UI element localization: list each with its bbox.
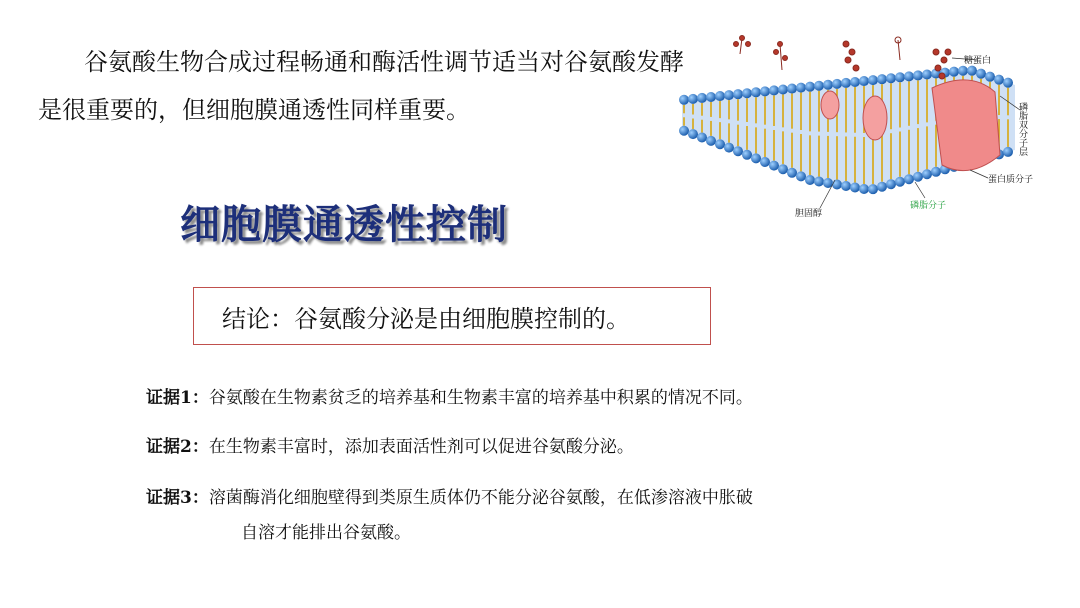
lipid-head bbox=[832, 79, 842, 89]
lipid-head bbox=[868, 75, 878, 85]
evidence-1 bbox=[146, 383, 753, 408]
conclusion-text: 结论：谷氨酸分泌是由细胞膜控制的。 bbox=[222, 304, 630, 333]
lipid-head bbox=[679, 126, 689, 136]
lipid-head bbox=[976, 69, 986, 79]
lipid-head bbox=[751, 87, 761, 97]
lipid-head bbox=[679, 95, 689, 105]
lipid-head bbox=[706, 92, 716, 102]
evidence-1-label: 证据1： bbox=[146, 388, 209, 408]
lipid-head bbox=[778, 84, 788, 94]
transmembrane-protein-right bbox=[932, 80, 1000, 171]
intro-paragraph: 谷氨酸生物合成过程畅通和酶活性调节适当对谷氨酸发酵是很重要的，但细胞膜通透性同样重要。 bbox=[38, 48, 684, 124]
lipid-head bbox=[904, 174, 914, 184]
lipid-head bbox=[787, 168, 797, 178]
lipid-head bbox=[958, 66, 968, 76]
lipid-head bbox=[733, 146, 743, 156]
evidence-3 bbox=[146, 483, 753, 508]
lipid-head bbox=[760, 86, 770, 96]
lipid-head bbox=[841, 181, 851, 191]
evidence-2-text: 在生物素丰富时，添加表面活性剂可以促进谷氨酸分泌。 bbox=[208, 437, 634, 457]
lipid-head bbox=[706, 136, 716, 146]
lipid-head bbox=[985, 72, 995, 82]
lipid-head bbox=[877, 182, 887, 192]
lipid-head bbox=[697, 133, 707, 143]
lipid-head bbox=[697, 93, 707, 103]
lipid-head bbox=[859, 184, 869, 194]
lipid-head bbox=[769, 161, 779, 171]
lipid-head bbox=[841, 78, 851, 88]
evidence-2 bbox=[146, 432, 634, 457]
lipid-head bbox=[769, 85, 779, 95]
lipid-head bbox=[994, 75, 1004, 85]
lipid-head bbox=[886, 179, 896, 189]
lipid-head bbox=[814, 177, 824, 187]
lipid-head bbox=[922, 169, 932, 179]
lipid-head bbox=[886, 73, 896, 83]
conclusion-box bbox=[193, 287, 711, 345]
lipid-head bbox=[877, 74, 887, 84]
evidence-1-text: 谷氨酸在生物素贫乏的培养基和生物素丰富的培养基中积累的情况不同。 bbox=[208, 388, 753, 408]
label-cholesterol: 胆固醇 bbox=[795, 209, 823, 219]
lipid-head bbox=[715, 139, 725, 149]
lipid-head bbox=[688, 129, 698, 139]
evidence-3-label: 证据3： bbox=[146, 488, 209, 508]
lipid-head bbox=[823, 80, 833, 90]
lipid-head bbox=[1003, 78, 1013, 88]
lipid-head bbox=[913, 70, 923, 80]
lipid-head bbox=[724, 143, 734, 153]
lipid-head bbox=[922, 69, 932, 79]
lipid-head bbox=[778, 164, 788, 174]
label-phospholipid: 磷脂分子 bbox=[910, 201, 947, 211]
lipid-head bbox=[787, 84, 797, 94]
lipid-head bbox=[895, 177, 905, 187]
lipid-head bbox=[949, 67, 959, 77]
lipid-head bbox=[850, 183, 860, 193]
label-bilayer: 磷脂双分子层 bbox=[1017, 102, 1027, 156]
lipid-head bbox=[796, 171, 806, 181]
evidence-2-label: 证据2： bbox=[146, 437, 209, 457]
evidence-3-text: 溶菌酶消化细胞壁得到类原生质体仍不能分泌谷氨酸，在低渗溶液中胀破 bbox=[208, 488, 753, 508]
lipid-head bbox=[805, 82, 815, 92]
lipid-head bbox=[751, 153, 761, 163]
lipid-head bbox=[904, 71, 914, 81]
lipid-head bbox=[868, 184, 878, 194]
label-glycoprotein: 糖蛋白 bbox=[964, 56, 992, 66]
evidence-3-continuation: 自溶才能排出谷氨酸。 bbox=[241, 523, 411, 543]
protein-small-left bbox=[821, 91, 839, 119]
slide-title: 细胞膜通透性控制 bbox=[180, 202, 508, 248]
lipid-head bbox=[805, 175, 815, 185]
lipid-head bbox=[742, 150, 752, 160]
lipid-head bbox=[850, 77, 860, 87]
lipid-head bbox=[931, 167, 941, 177]
label-protein: 蛋白质分子 bbox=[988, 175, 1034, 185]
lipid-head bbox=[742, 88, 752, 98]
lipid-head bbox=[715, 91, 725, 101]
lipid-head bbox=[724, 90, 734, 100]
lipid-head bbox=[832, 180, 842, 190]
protein-small-mid bbox=[863, 96, 887, 140]
lipid-head bbox=[895, 72, 905, 82]
lipid-head bbox=[796, 83, 806, 93]
lipid-head bbox=[913, 172, 923, 182]
cell-membrane-diagram bbox=[670, 30, 1070, 220]
lipid-head bbox=[859, 76, 869, 86]
lipid-head bbox=[1003, 147, 1013, 157]
lipid-head bbox=[967, 66, 977, 76]
lipid-head bbox=[733, 89, 743, 99]
lipid-head bbox=[760, 157, 770, 167]
lipid-head bbox=[688, 94, 698, 104]
lipid-head bbox=[814, 81, 824, 91]
